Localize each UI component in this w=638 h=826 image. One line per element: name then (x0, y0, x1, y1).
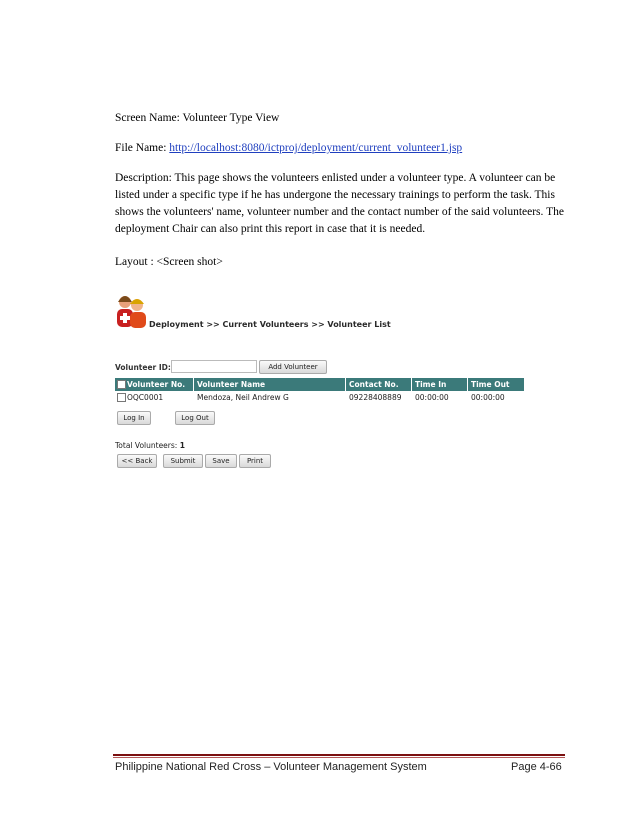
log-in-button[interactable]: Log In (117, 411, 151, 425)
table-row (115, 391, 524, 403)
col-contact-no: Contact No. (349, 380, 399, 389)
row-volunteer-name: Mendoza, Neil Andrew G (197, 393, 289, 402)
table-header (115, 378, 524, 391)
screenshot (113, 290, 513, 480)
footer-title: Philippine National Red Cross – Volunteer Management System (115, 761, 427, 773)
footer-rule-thin (113, 757, 565, 758)
row-time-in: 00:00:00 (415, 393, 449, 402)
row-volunteer-no: OQC0001 (127, 393, 164, 402)
screen-name: Screen Name: Volunteer Type View (115, 112, 280, 124)
volunteer-table (115, 378, 524, 403)
file-name (115, 140, 565, 157)
col-volunteer-no: Volunteer No. (127, 380, 186, 389)
col-time-out: Time Out (471, 380, 510, 389)
row-contact-no: 09228408889 (349, 393, 402, 402)
total-volunteers (115, 441, 185, 450)
save-button[interactable]: Save (205, 454, 237, 468)
volunteers-logo-icon (113, 290, 149, 330)
page-number: Page 4-66 (511, 761, 562, 773)
total-label: Total Volunteers: (115, 441, 180, 450)
layout-label: Layout : <Screen shot> (115, 256, 223, 268)
add-volunteer-button[interactable]: Add Volunteer (259, 360, 327, 374)
volunteer-id-label: Volunteer ID: (115, 363, 171, 372)
description: Description: This page shows the volunteers enlisted under a volunteer type. A volunteer can be listed under a specific type if he has undergone the necessary trainings to perform the task. This shows the volunteers' name, volunteer number and the contact number of the said volunteers. The deployment Chair can also print this report in case that it is needed. (115, 172, 564, 235)
file-name-link[interactable]: http://localhost:8080/ictproj/deployment/current_volunteer1.jsp (169, 142, 463, 154)
footer-rule (113, 754, 565, 756)
row-time-out: 00:00:00 (471, 393, 505, 402)
back-button[interactable]: << Back (117, 454, 157, 468)
submit-button[interactable]: Submit (163, 454, 203, 468)
file-name-label: File Name: (115, 142, 170, 154)
print-button[interactable]: Print (239, 454, 271, 468)
total-value: 1 (179, 441, 185, 450)
breadcrumb: Deployment >> Current Volunteers >> Volunteer List (149, 320, 391, 329)
volunteer-id-input[interactable] (171, 360, 257, 373)
log-out-button[interactable]: Log Out (175, 411, 215, 425)
col-time-in: Time In (415, 380, 447, 389)
col-volunteer-name: Volunteer Name (197, 380, 266, 389)
